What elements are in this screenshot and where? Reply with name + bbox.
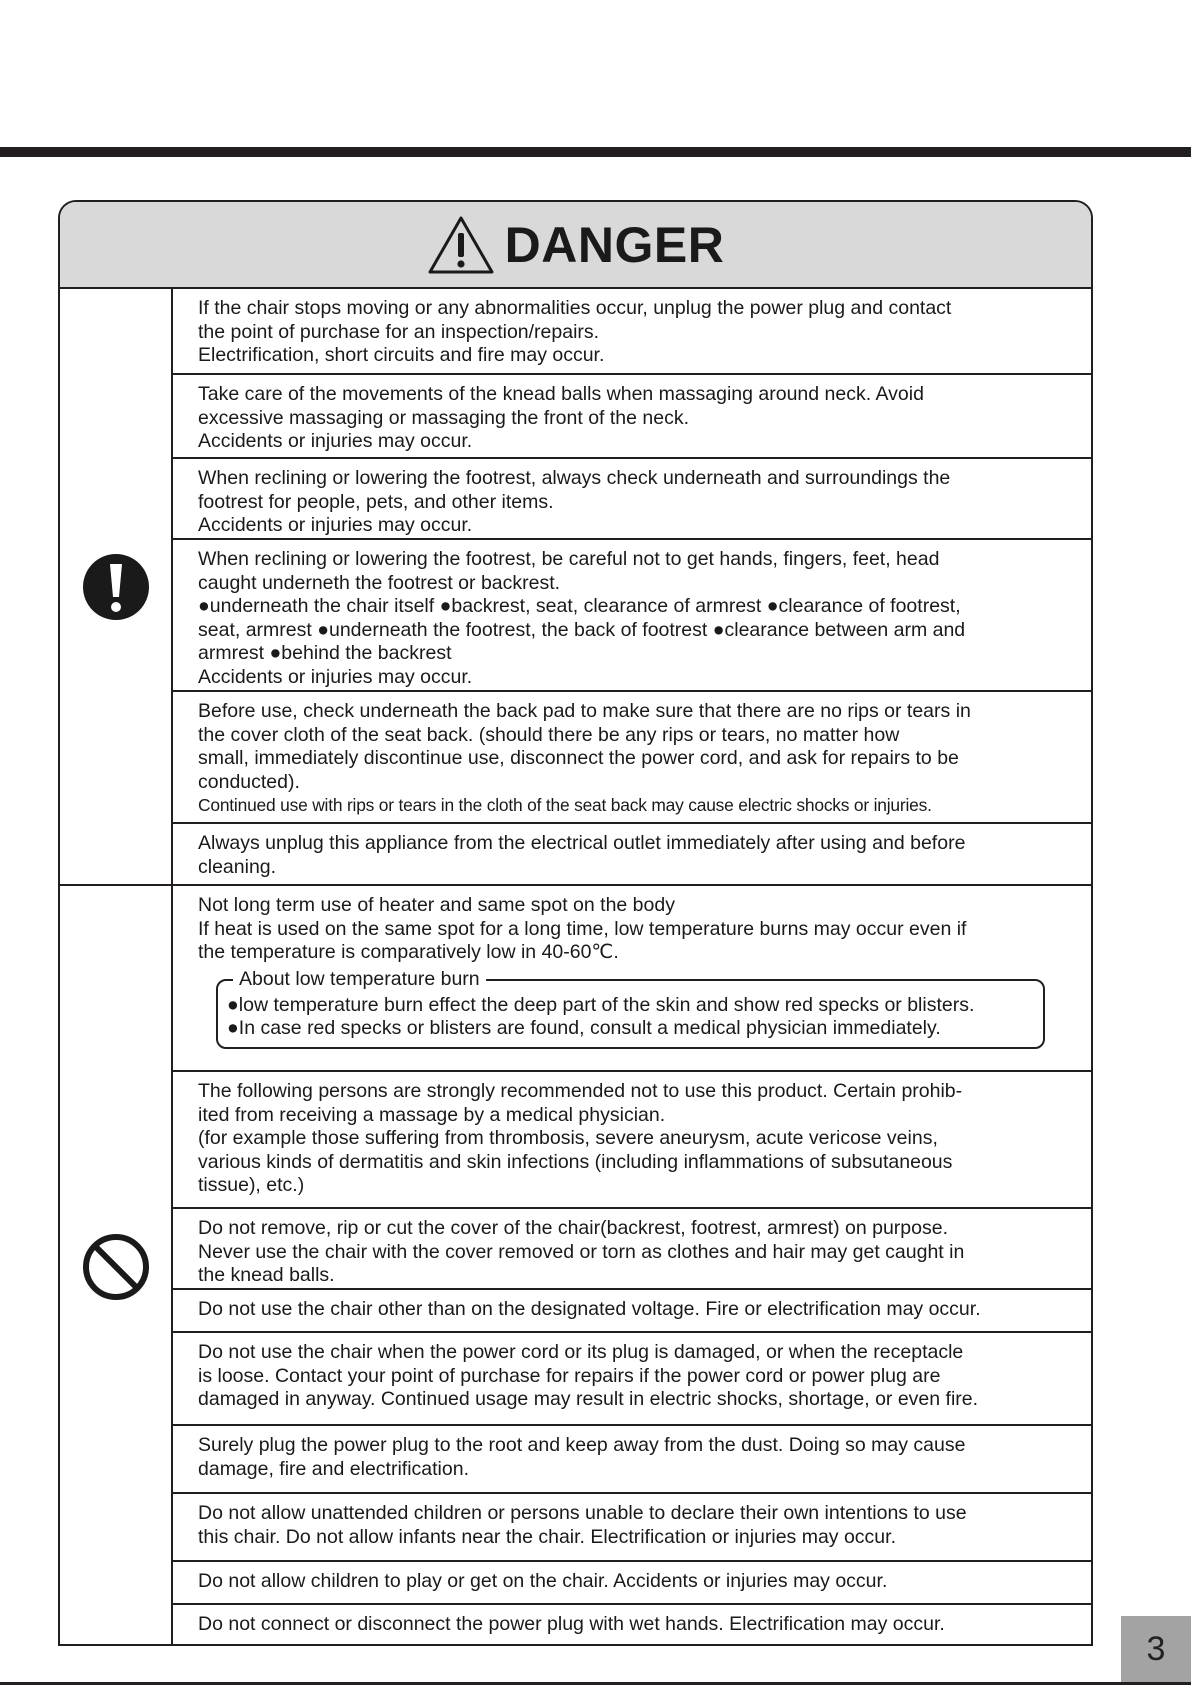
text-line: excessive massaging or massaging the front of the neck. <box>198 406 690 429</box>
text-line: is loose. Contact your point of purchase for repairs if the power cord or power plug are <box>198 1364 941 1387</box>
text-line: Take care of the movements of the knead balls when massaging around neck. Avoid <box>198 383 924 405</box>
danger-title: DANGER <box>504 216 725 273</box>
page-number: 3 <box>1121 1616 1191 1685</box>
text-line: footrest for people, pets, and other items. <box>198 490 554 513</box>
note-title: About low temperature burn <box>233 968 486 991</box>
text-line: (for example those suffering from thrombosis, severe aneurysm, acute vericose veins, <box>198 1127 938 1149</box>
text-line: Accidents or injuries may occur. <box>198 665 473 688</box>
heater-warning <box>173 886 1091 1072</box>
low-temperature-burn-note <box>216 967 1045 1049</box>
text-line: Do not remove, rip or cut the cover of the chair(backrest, footrest, armrest) on purpose. <box>198 1217 948 1239</box>
text-line: When reclining or lowering the footrest, be careful not to get hands, fingers, feet, head <box>198 548 940 570</box>
text-line: Do not use the chair when the power cord or its plug is damaged, or when the receptacle <box>198 1341 964 1363</box>
text-line: the cover cloth of the seat back. (should there be any rips or tears, no matter how <box>198 723 900 746</box>
text-line: damaged in anyway. Continued usage may result in electric shocks, shortage, or even fire. <box>198 1388 979 1410</box>
prohibited-item-5 <box>173 1426 1091 1494</box>
text-line: small, immediately discontinue use, disconnect the power cord, and ask for repairs to be <box>198 747 959 769</box>
top-rule <box>0 147 1191 157</box>
danger-box <box>58 200 1093 1646</box>
mandatory-icon-cell <box>60 289 173 884</box>
text-line: ●low temperature burn effect the deep part of the skin and show red specks or blisters. <box>227 993 975 1016</box>
text-line: The following persons are strongly recommended not to use this product. Certain prohib- <box>198 1080 963 1102</box>
mandatory-rows <box>173 289 1091 884</box>
text-line: ited from receiving a massage by a medical physician. <box>198 1103 666 1126</box>
prohibited-item-6 <box>173 1494 1091 1562</box>
text-line: Before use, check underneath the back pad to make sure that there are no rips or tears in <box>198 700 971 722</box>
prohibited-item-7 <box>173 1562 1091 1605</box>
text-line: armrest ●behind the backrest <box>198 642 452 664</box>
text-line: this chair. Do not allow infants near the chair. Electrification or injuries may occur. <box>198 1525 896 1548</box>
prohibited-group <box>60 886 1091 1646</box>
mandatory-item-2 <box>173 375 1091 459</box>
text-line: conducted). <box>198 770 300 793</box>
text-line: Never use the chair with the cover removed or torn as clothes and hair may get caught in <box>198 1240 965 1263</box>
text-line: ●In case red specks or blisters are found, consult a medical physician immediately. <box>227 1017 941 1039</box>
prohibited-item-8 <box>173 1605 1091 1646</box>
text-line: caught underneth the footrest or backrest. <box>198 571 561 594</box>
text-line: If heat is used on the same spot for a long time, low temperature burns may occur even if <box>198 917 967 940</box>
prohibited-item-2 <box>173 1209 1091 1290</box>
warning-triangle-icon <box>427 215 495 275</box>
text-line: cleaning. <box>198 855 277 878</box>
text-line: Continued use with rips or tears in the cloth of the seat back may cause electric shocks or injuries. <box>198 795 932 815</box>
text-line: the point of purchase for an inspection/repairs. <box>198 320 600 343</box>
text-line: Do not connect or disconnect the power plug with wet hands. Electrification may occur. <box>198 1613 945 1635</box>
prohibited-rows <box>173 886 1091 1646</box>
text-line: Accidents or injuries may occur. <box>198 430 473 452</box>
text-line: seat, armrest ●underneath the footrest, the back of footrest ●clearance between arm and <box>198 618 966 641</box>
text-line: various kinds of dermatitis and skin infections (including inflammations of subsutaneous <box>198 1150 953 1173</box>
mandatory-item-3 <box>173 459 1091 540</box>
text-line: Accidents or injuries may occur. <box>198 514 473 536</box>
text-line: Do not allow children to play or get on the chair. Accidents or injuries may occur. <box>198 1570 888 1592</box>
prohibition-icon <box>81 1232 151 1302</box>
exclamation-circle-icon <box>81 552 151 622</box>
mandatory-item-1 <box>173 289 1091 375</box>
mandatory-group <box>60 289 1091 886</box>
mandatory-item-6 <box>173 824 1091 884</box>
danger-header <box>60 202 1091 289</box>
text-line: Electrification, short circuits and fire may occur. <box>198 344 605 366</box>
text-line: If the chair stops moving or any abnormalities occur, unplug the power plug and contact <box>198 297 952 319</box>
text-line: Surely plug the power plug to the root and keep away from the dust. Doing so may cause <box>198 1434 966 1456</box>
mandatory-item-5 <box>173 692 1091 824</box>
text-line: Do not use the chair other than on the designated voltage. Fire or electrification may occur. <box>198 1298 981 1320</box>
text-line: ●underneath the chair itself ●backrest, seat, clearance of armrest ●clearance of footrest, <box>198 595 961 617</box>
text-line: Always unplug this appliance from the electrical outlet immediately after using and before <box>198 832 966 854</box>
text-line: the temperature is comparatively low in 40-60℃. <box>198 941 619 963</box>
prohibited-item-3 <box>173 1290 1091 1333</box>
text-line: damage, fire and electrification. <box>198 1457 469 1480</box>
mandatory-item-4 <box>173 540 1091 692</box>
prohibited-item-1 <box>173 1072 1091 1209</box>
text-line: Not long term use of heater and same spot on the body <box>198 894 675 916</box>
text-line: When reclining or lowering the footrest, always check underneath and surroundings the <box>198 467 951 489</box>
text-line: tissue), etc.) <box>198 1174 305 1196</box>
prohibited-item-4 <box>173 1333 1091 1426</box>
text-line: Do not allow unattended children or persons unable to declare their own intentions to use <box>198 1502 967 1524</box>
text-line: the knead balls. <box>198 1264 335 1286</box>
prohibited-icon-cell <box>60 886 173 1646</box>
